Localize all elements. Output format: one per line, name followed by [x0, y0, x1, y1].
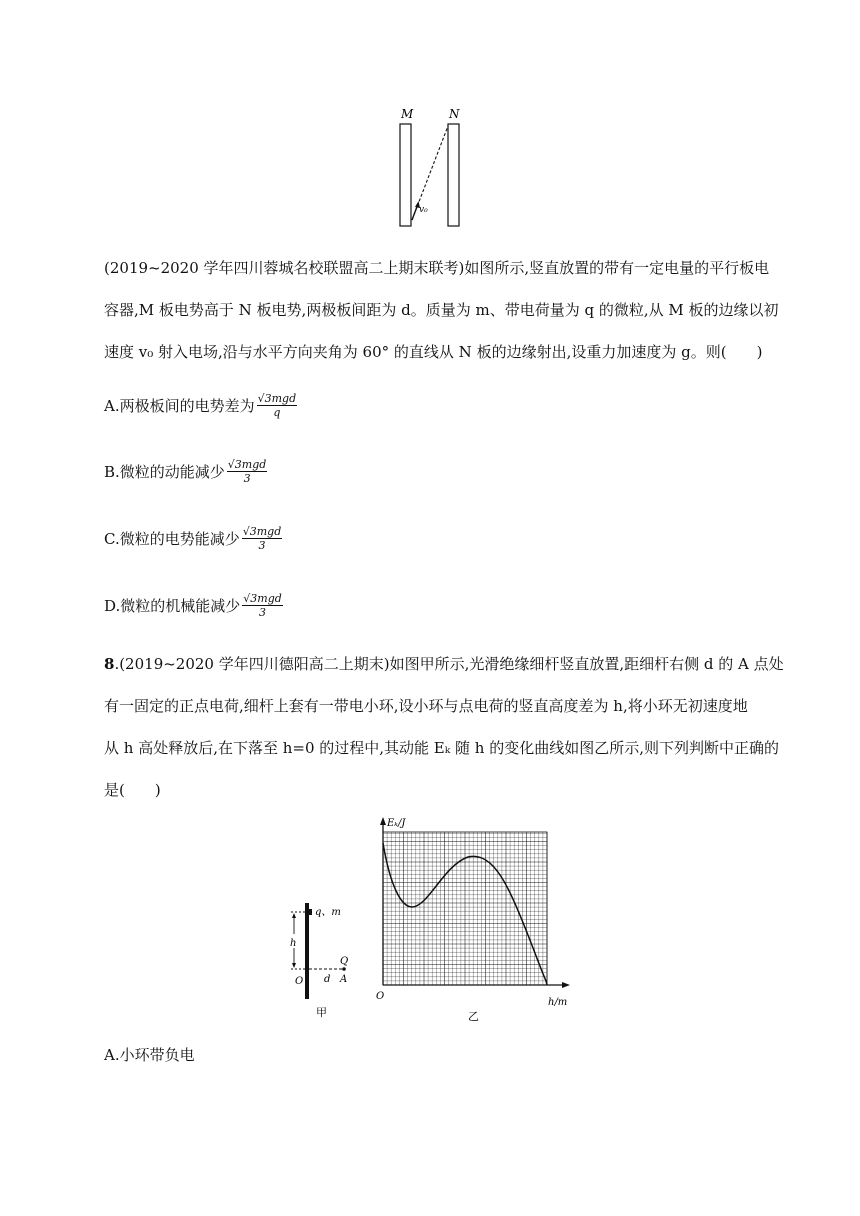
x-axis-label: h/m: [548, 997, 568, 1008]
option-b-numerator: √3mgd: [227, 458, 267, 471]
option-d-denominator: 3: [259, 606, 267, 619]
origin-label: O: [376, 991, 385, 1002]
question-7-option-c: [104, 525, 282, 552]
x-axis-arrow-icon: [562, 982, 570, 988]
figure-jia-caption: 甲: [316, 1006, 327, 1019]
ring-label: q、m: [315, 907, 341, 918]
y-axis-label: Eₖ/J: [387, 818, 406, 829]
question-7-line-1: (2019~2020 学年四川蓉城名校联盟高二上期末联考)如图所示,竖直放置的带有一定电量的平行板电: [104, 259, 770, 277]
q8-option-a-text: A.小环带负电: [104, 1046, 195, 1064]
option-c-fraction: [242, 525, 283, 552]
question-8-line-3: 从 h 高处释放后,在下落至 h=0 的过程中,其动能 Eₖ 随 h 的变化曲线如图乙所示,则下列判断中正确的: [104, 739, 779, 757]
option-a-denominator: q: [273, 406, 281, 419]
figure-yi-caption: 乙: [468, 1010, 479, 1023]
parallel-plate-figure: [390, 100, 470, 232]
question-7-option-b: [104, 458, 267, 485]
option-c-numerator: √3mgd: [242, 525, 282, 538]
question-8-line-4: 是( ): [104, 781, 161, 799]
y-axis-arrow-icon: [380, 817, 386, 825]
question-7-line-3: 速度 v₀ 射入电场,沿与水平方向夹角为 60° 的直线从 N 板的边缘射出,设重力加速度为 g。则( ): [104, 343, 763, 361]
question-8-line-2: 有一固定的正点电荷,细杆上套有一带电小环,设小环与点电荷的竖直高度差为 h,将小环无初速度地: [104, 697, 748, 715]
ring: [309, 909, 312, 915]
distance-d-label: d: [324, 974, 331, 985]
option-b-fraction: [227, 458, 268, 485]
question-8-line-1: [104, 643, 784, 685]
option-c-denominator: 3: [258, 539, 266, 552]
plate-m-label: M: [401, 107, 414, 121]
question-7-option-d: [104, 592, 283, 619]
question-8-line-1-text: .(2019~2020 学年四川德阳高二上期末)如图甲所示,光滑绝缘细杆竖直放置,距细杆右侧 d 的 A 点处: [114, 655, 784, 673]
plate-m: [400, 124, 411, 226]
point-a-label: A: [340, 974, 348, 985]
question-8-option-a: [104, 1044, 195, 1065]
question-7-option-a: [104, 392, 297, 419]
v0-label: v₀: [419, 205, 428, 215]
option-a-fraction: [257, 392, 298, 419]
origin-o-label: O: [295, 976, 304, 987]
option-c-text: C.微粒的电势能减少: [104, 530, 240, 548]
height-arrowhead-bottom-icon: [292, 963, 296, 968]
height-arrowhead-top-icon: [292, 913, 296, 918]
point-charge: [342, 967, 346, 971]
plate-n: [448, 124, 459, 226]
rod-figure: [284, 895, 364, 1020]
ek-h-graph: [368, 815, 578, 1025]
option-d-text: D.微粒的机械能减少: [104, 597, 241, 615]
grid: [383, 832, 547, 985]
option-d-numerator: √3mgd: [243, 592, 282, 605]
question-8-stem: [104, 643, 784, 811]
option-b-denominator: 3: [243, 472, 251, 485]
option-a-text: A.两极板间的电势差为: [104, 397, 255, 415]
question-7-stem: [104, 247, 779, 373]
height-label: h: [290, 938, 297, 949]
question-7-line-2: 容器,M 板电势高于 N 板电势,两极板间距为 d。质量为 m、带电荷量为 q 的微粒,从 M 板的边缘以初: [104, 301, 779, 319]
plate-n-label: N: [449, 107, 460, 121]
question-8-number: 8: [104, 655, 115, 673]
option-b-text: B.微粒的动能减少: [104, 463, 225, 481]
option-d-fraction: [242, 592, 283, 619]
insulating-rod: [305, 903, 309, 999]
charge-q-label: Q: [340, 956, 349, 967]
option-a-numerator: √3mgd: [257, 392, 297, 405]
